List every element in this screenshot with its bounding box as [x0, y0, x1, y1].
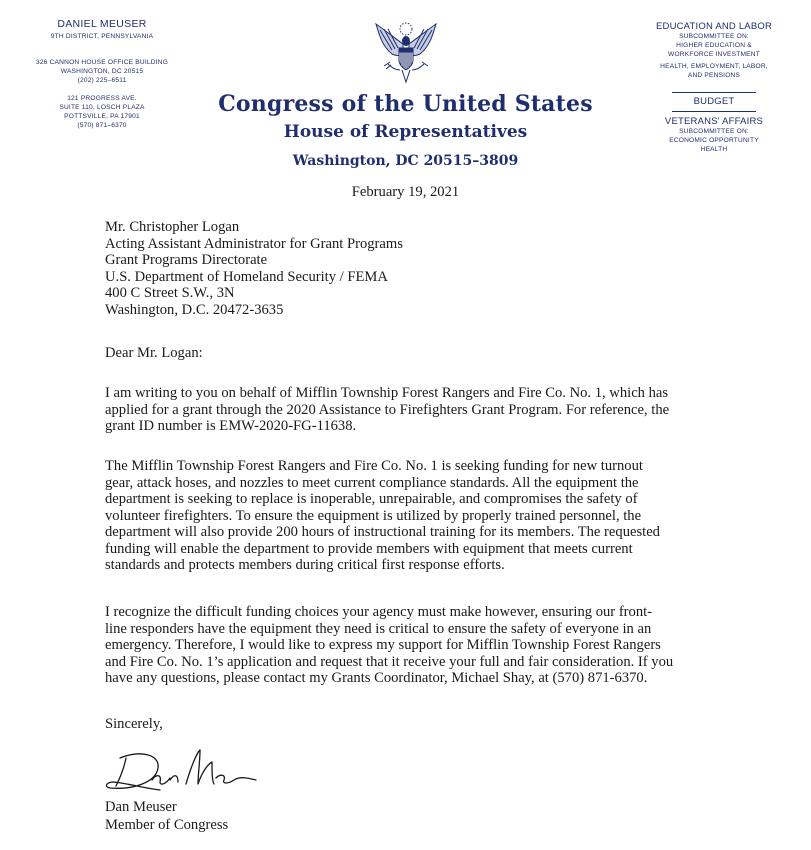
recipient-line: 400 C Street S.W., 3N: [105, 285, 235, 301]
subcommittee-item: HIGHER EDUCATION &: [676, 42, 752, 49]
subcommittee-item: HEALTH, EMPLOYMENT, LABOR,: [660, 63, 768, 70]
district-office-phone: (570) 871–6370: [77, 122, 127, 129]
letterhead-right: [648, 21, 780, 80]
letter-date: February 19, 2021: [351, 184, 460, 200]
signer-title: Member of Congress: [105, 817, 229, 833]
dc-office-line: 326 CANNON HOUSE OFFICE BUILDING: [35, 59, 169, 66]
subcommittee-item: HEALTH: [700, 146, 728, 153]
letterhead-divider: [672, 111, 756, 112]
letterhead-address: Washington, DC 20515–3809: [292, 153, 519, 169]
representative-name: DANIEL MEUSER: [57, 18, 147, 30]
letterhead-divider: [672, 92, 756, 93]
district-office-line: SUITE 110, LOSCH PLAZA: [59, 104, 145, 111]
recipient-line: Mr. Christopher Logan: [105, 219, 240, 235]
subcommittee-item: AND PENSIONS: [687, 72, 741, 79]
subcommittee-label: SUBCOMMITTEE ON:: [679, 33, 749, 40]
letterhead-congress-title: Congress of the United States: [218, 91, 593, 117]
committee-budget: BUDGET: [693, 96, 735, 107]
paragraph-3: I recognize the difficult funding choices your agency must make however, ensuring our front- line responders have the equipment they need is critical to ensure the safety of everyone in an emergency. Therefore, I would like to express my support for Mifflin Township Forest Rangers and Fire Co. No. 1’s application and request that it receive your full and fair consideration. If you have any questions, please contact my Grants Coordinator, Michael Shay, at (570) 871-6370.: [105, 604, 674, 686]
dc-office-phone: (202) 225–6511: [77, 77, 127, 84]
signer-name: Dan Meuser: [105, 799, 177, 815]
committee-veterans: VETERANS' AFFAIRS: [664, 116, 764, 127]
paragraph-2: The Mifflin Township Forest Rangers and Fire Co. No. 1 is seeking funding for new turnout gear, attack hoses, and nozzles to meet current compliance standards. All the equipment the department is seeking to replace is inoperable, unrepairable, and compromises the safety of volunteer firefighters. To ensure the equipment is utilized by properly trained personnel, the department will also provide 200 hours of instructional training for its members. The requested funding will enable the department to provide members with equipment that meets current standards and protects members during critical first response efforts.: [105, 458, 660, 573]
dc-office-line: WASHINGTON, DC 20515: [60, 68, 144, 75]
recipient-line: Acting Assistant Administrator for Grant Programs: [105, 235, 403, 252]
recipient-line: Washington, D.C. 20472-3635: [105, 301, 284, 318]
district-office-line: 121 PROGRESS AVE.: [67, 95, 137, 102]
paragraph-1: I am writing to you on behalf of Mifflin Township Forest Rangers and Fire Co. No. 1, which has applied for a grant through the 2020 Assistance to Firefighters Grant Program. For reference, the grant ID number is EMW-2020-FG-11638.: [105, 385, 670, 434]
district-office-line: POTTSVILLE, PA 17901: [64, 113, 140, 120]
subcommittee-item: ECONOMIC OPPORTUNITY: [669, 137, 759, 144]
signature-icon: [100, 744, 260, 798]
recipient-line: Grant Programs Directorate: [105, 252, 268, 268]
district-label: 9TH DISTRICT, PENNSYLVANIA: [50, 33, 154, 40]
eagle-seal-icon: [370, 20, 442, 86]
committee-veterans-block: [648, 116, 780, 154]
letterhead-house-title: House of Representatives: [283, 122, 528, 142]
subcommittee-label: SUBCOMMITTEE ON:: [679, 128, 749, 135]
recipient-address: [105, 219, 745, 318]
subcommittee-item: WORKFORCE INVESTMENT: [668, 51, 760, 58]
recipient-line: U.S. Department of Homeland Security / FEMA: [105, 268, 388, 285]
salutation: Dear Mr. Logan:: [105, 345, 203, 361]
closing: Sincerely,: [105, 716, 163, 732]
committee-education: EDUCATION AND LABOR: [655, 21, 773, 32]
